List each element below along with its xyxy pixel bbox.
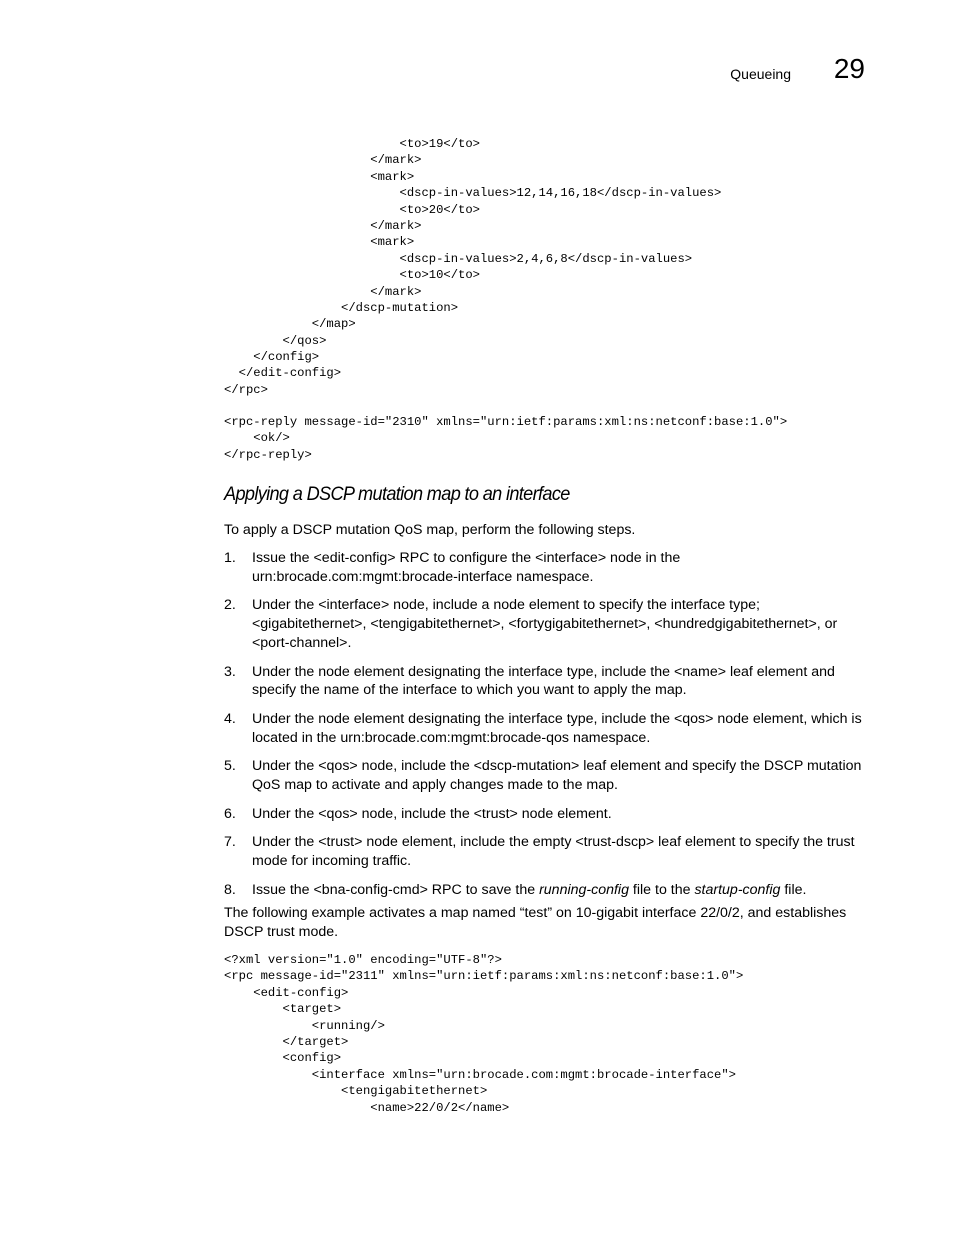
- code-line: </dscp-mutation>: [224, 300, 459, 315]
- code-line: <rpc message-id="2311" xmlns="urn:ietf:params:xml:ns:netconf:base:1.0">: [224, 969, 744, 984]
- step-text: Under the node element designating the interface type, include the <qos> node element, which is located in the urn:brocade.com:mgmt:brocade-qos namespace.: [252, 710, 862, 746]
- step-number: 6.: [224, 805, 236, 822]
- step-number: 1.: [224, 550, 236, 566]
- step-text: Under the <qos> node, include the <dscp-mutation> leaf element and specify the DSCP mutation QoS map to activate and apply changes made to the map.: [252, 758, 862, 794]
- code-line: <edit-config>: [224, 985, 349, 1000]
- step-text: Under the node element designating the interface type, include the <name> leaf element and specify the name of the interface to which you want to apply the map.: [252, 663, 835, 699]
- code-line: <running/>: [224, 1018, 385, 1033]
- step-number: 2.: [224, 597, 236, 614]
- code-line: </mark>: [224, 284, 422, 299]
- step-text: Under the <trust> node element, include the empty <trust-dscp> leaf element to specify the trust mode for incoming traffic.: [252, 834, 855, 870]
- step-item: [224, 833, 870, 871]
- code-line: </qos>: [224, 333, 327, 348]
- step-number: 4.: [224, 710, 236, 727]
- running-config-term: running-config: [539, 881, 629, 898]
- startup-config-term: startup-config: [694, 881, 781, 898]
- step-number: 5.: [224, 758, 236, 775]
- code-line: </config>: [224, 350, 320, 365]
- code-line: <?xml version="1.0" encoding="UTF-8"?>: [224, 953, 502, 967]
- code-line: <rpc-reply message-id="2310" xmlns="urn:ietf:params:xml:ns:netconf:base:1.0">: [224, 415, 788, 429]
- step-item: [224, 805, 870, 824]
- page-header: [0, 55, 954, 95]
- code-line: <config>: [224, 1051, 342, 1066]
- code-line: <mark>: [224, 169, 415, 184]
- step-number: 7.: [224, 834, 236, 851]
- step-text: [252, 882, 806, 898]
- code-line: <dscp-in-values>12,14,16,18</dscp-in-values>: [224, 186, 722, 201]
- chapter-number: 29: [833, 53, 865, 84]
- step-item: [224, 549, 870, 587]
- code-line: <to>10</to>: [224, 268, 480, 283]
- section-heading: Applying a DSCP mutation map to an interface: [224, 483, 570, 505]
- code-line: <to>20</to>: [224, 202, 480, 217]
- step-text-part: Issue the <bna-config-cmd> RPC to save the: [252, 881, 540, 898]
- code-block-example: [224, 952, 743, 1116]
- step-number: 8.: [224, 881, 236, 898]
- code-line: <interface xmlns="urn:brocade.com:mgmt:brocade-interface">: [224, 1067, 736, 1082]
- code-line: </rpc>: [224, 382, 268, 397]
- code-line: <mark>: [224, 235, 415, 250]
- code-line: </mark>: [224, 218, 422, 233]
- code-block-rpc-reply: [224, 414, 787, 463]
- code-line: </mark>: [224, 153, 422, 168]
- step-item: [224, 757, 870, 795]
- code-line: <to>19</to>: [224, 137, 480, 151]
- step-item: [224, 663, 870, 701]
- code-line: </map>: [224, 317, 356, 332]
- running-header-section: Queueing: [730, 66, 791, 82]
- code-line: <ok/>: [224, 431, 290, 446]
- code-line: <target>: [224, 1002, 342, 1017]
- code-line: </rpc-reply>: [224, 447, 312, 462]
- step-number: 3.: [224, 663, 236, 680]
- step-text: Under the <qos> node, include the <trust> node element.: [252, 805, 612, 822]
- code-block-mark-end: [224, 136, 721, 398]
- step-text-part: file to the: [628, 881, 695, 898]
- code-line: </edit-config>: [224, 366, 342, 381]
- step-text-part: file.: [780, 881, 807, 898]
- steps-list: [224, 549, 870, 909]
- step-text: Issue the <edit-config> RPC to configure the <interface> node in the urn:brocade.com:mgmt:brocade-interface namespace.: [252, 550, 681, 585]
- code-line: <tengigabitethernet>: [224, 1084, 488, 1099]
- code-line: <name>22/0/2</name>: [224, 1100, 510, 1115]
- code-line: </target>: [224, 1034, 349, 1049]
- code-line: <dscp-in-values>2,4,6,8</dscp-in-values>: [224, 251, 693, 266]
- step-item: [224, 710, 870, 748]
- intro-paragraph: To apply a DSCP mutation QoS map, perform the following steps.: [224, 522, 636, 538]
- step-item: [224, 881, 870, 900]
- step-text: Under the <interface> node, include a node element to specify the interface type; <gigabitethernet>, <tengigabitethernet>, <fortygigabitethernet>, <hundredgigabitethernet>, or <port-channel>.: [252, 597, 838, 651]
- step-item: [224, 596, 870, 652]
- example-intro-paragraph: The following example activates a map named “test” on 10-gigabit interface 22/0/2, and establishes DSCP trust mode.: [224, 905, 847, 940]
